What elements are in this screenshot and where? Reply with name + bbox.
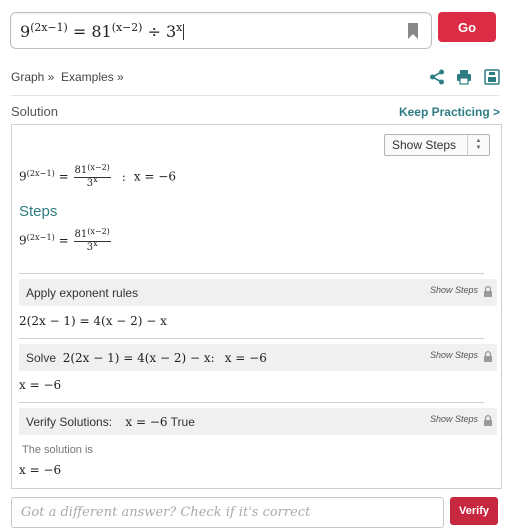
print-icon[interactable] (456, 69, 472, 85)
solution-panel (11, 124, 502, 489)
graph-link[interactable]: Graph » (11, 70, 55, 84)
final-answer: x = −6 (19, 463, 62, 477)
select-arrows-icon: ▲ ▼ (467, 135, 489, 155)
step-title: Apply exponent rules (26, 286, 139, 300)
step-title (26, 351, 267, 365)
examples-link[interactable]: Examples » (61, 70, 124, 84)
lock-icon (483, 415, 493, 426)
pdf-icon[interactable] (484, 69, 500, 85)
step-title-suffix: True (170, 415, 195, 429)
step-title-prefix: Verify Solutions: (26, 415, 113, 429)
divider (19, 273, 484, 274)
steps-heading: Steps (19, 203, 58, 220)
step-verify-solutions[interactable] (19, 408, 497, 435)
step-title-answer: x = −6 (224, 351, 267, 365)
toolbar-divider (11, 95, 499, 96)
answer-check-input[interactable]: Got a different answer? Check if it's correct (11, 497, 444, 528)
step-title-prefix: Solve (26, 351, 57, 365)
step-title-equation: 2(2x − 1) = 4(x − 2) − x: (62, 351, 215, 365)
show-steps-dropdown[interactable] (384, 134, 490, 156)
text-caret (183, 24, 184, 40)
go-button[interactable]: Go (438, 12, 496, 42)
divider (19, 402, 484, 403)
query-expression: $9^{(2x-1)} = 81^{(x-2)} \div 3^x$ (20, 21, 183, 41)
step-result: x = −6 (19, 378, 62, 392)
problem-answer: x = −6 (133, 169, 176, 184)
step-apply-exponent-rules[interactable] (19, 279, 497, 306)
show-steps-dropdown-value: Show Steps (392, 138, 457, 152)
solution-note: The solution is (22, 444, 93, 456)
solution-label: Solution (11, 104, 58, 119)
lock-icon (483, 351, 493, 362)
problem-statement: $9^{(2x-1)}$ = $\frac{81^{(x-2)}}{3^x}$ : x = −6 (19, 162, 176, 189)
verify-button[interactable]: Verify (450, 497, 498, 525)
step-show-steps-link[interactable]: Show Steps (429, 285, 478, 295)
share-icon[interactable] (429, 69, 445, 85)
step-show-steps-link[interactable]: Show Steps (429, 414, 478, 424)
bookmark-icon[interactable] (407, 23, 419, 39)
step-show-steps-link[interactable]: Show Steps (429, 350, 478, 360)
step-title-equation: x = −6 (125, 415, 168, 429)
keep-practicing-link[interactable]: Keep Practicing > (398, 105, 500, 119)
step-title (26, 415, 195, 429)
steps-equation: $9^{(2x-1)}$ = $\frac{81^{(x-2)}}{3^x}$ (19, 226, 110, 253)
lock-icon (483, 286, 493, 297)
step-solve[interactable] (19, 344, 497, 371)
query-input[interactable] (10, 12, 432, 49)
divider (19, 338, 484, 339)
step-result: 2(2x − 1) = 4(x − 2) − x (19, 314, 167, 328)
